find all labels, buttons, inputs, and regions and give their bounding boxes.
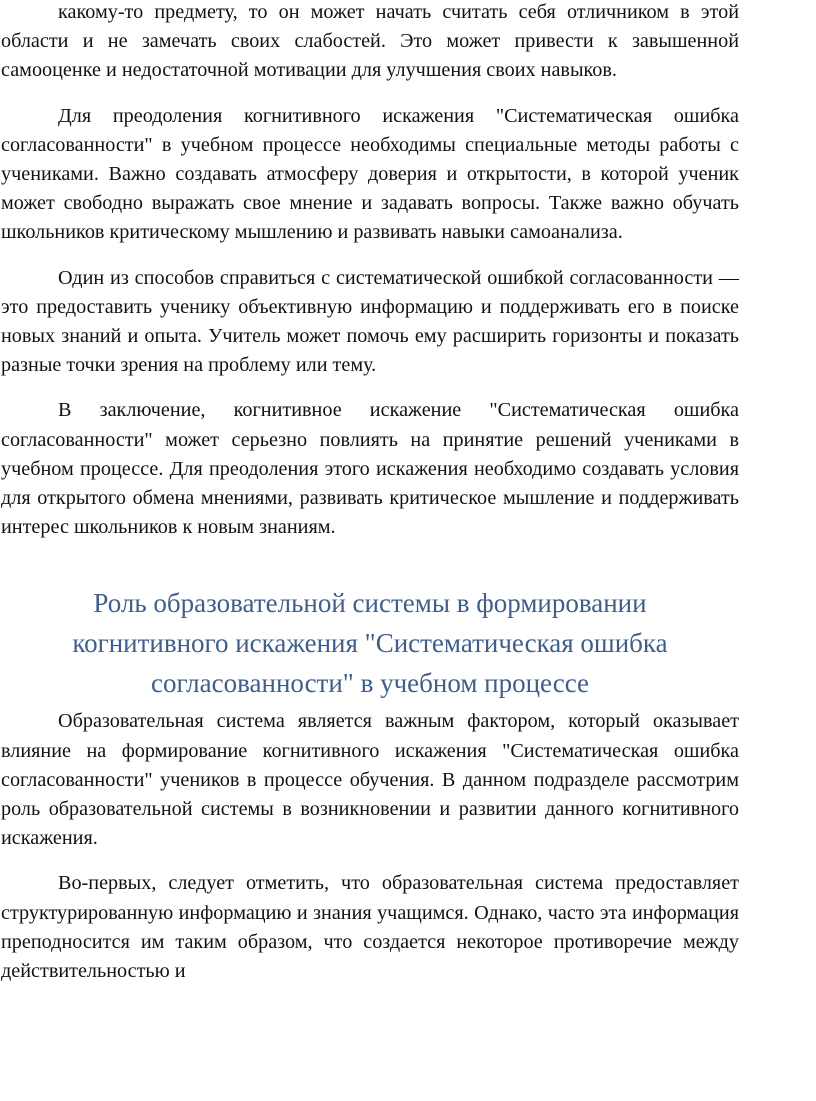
paragraph-3: Один из способов справиться с систематической ошибкой согласованности — это предоставить ученику объективную информацию и поддерживать его в поиске новых знаний и опыта. Учитель может помочь ему расширить горизонты и показать разные точки зрения на проблему или тему. [1,266,739,377]
paragraph-4: В заключение, когнитивное искажение "Систематическая ошибка согласованности" может серьезно повлиять на принятие решений учениками в учебном процессе. Для преодоления этого искажения необходимо создавать условия для открытого обмена мнениями, развивать критическое мышление и поддерживать интерес школьников к новым знаниям. [1,399,739,539]
paragraph-6: Во-первых, следует отметить, что образовательная система предоставляет структурированную информацию и знания учащимся. Однако, часто эта информация преподносится им таким образом, что создается некоторое противоречие между действительностью и [1,872,739,983]
section-heading: Роль образовательной системы в формировании когнитивного искажения "Систематическая ошибка согласованности" в учебном процессе [72,588,668,699]
paragraph-5: Образовательная система является важным фактором, который оказывает влияние на формирование когнитивного искажения "Систематическая ошибка согласованности" учеников в процессе обучения. В данном подразделе рассмотрим роль образовательной системы в возникновении и развитии данного когнитивного искажения. [1,710,739,850]
paragraph-1: какому-то предмету, то он может начать считать себя отличником в этой области и не замечать своих слабостей. Это может привести к завышенной самооценке и недостаточной мотивации для улучшения своих навыков. [1,1,739,82]
paragraph-2: Для преодоления когнитивного искажения "Систематическая ошибка согласованности" в учебном процессе необходимы специальные методы работы с учениками. Важно создавать атмосферу доверия и открытости, в которой ученик может свободно выражать свое мнение и задавать вопросы. Также важно обучать школьников критическому мышлению и развивать навыки самоанализа. [1,104,739,244]
